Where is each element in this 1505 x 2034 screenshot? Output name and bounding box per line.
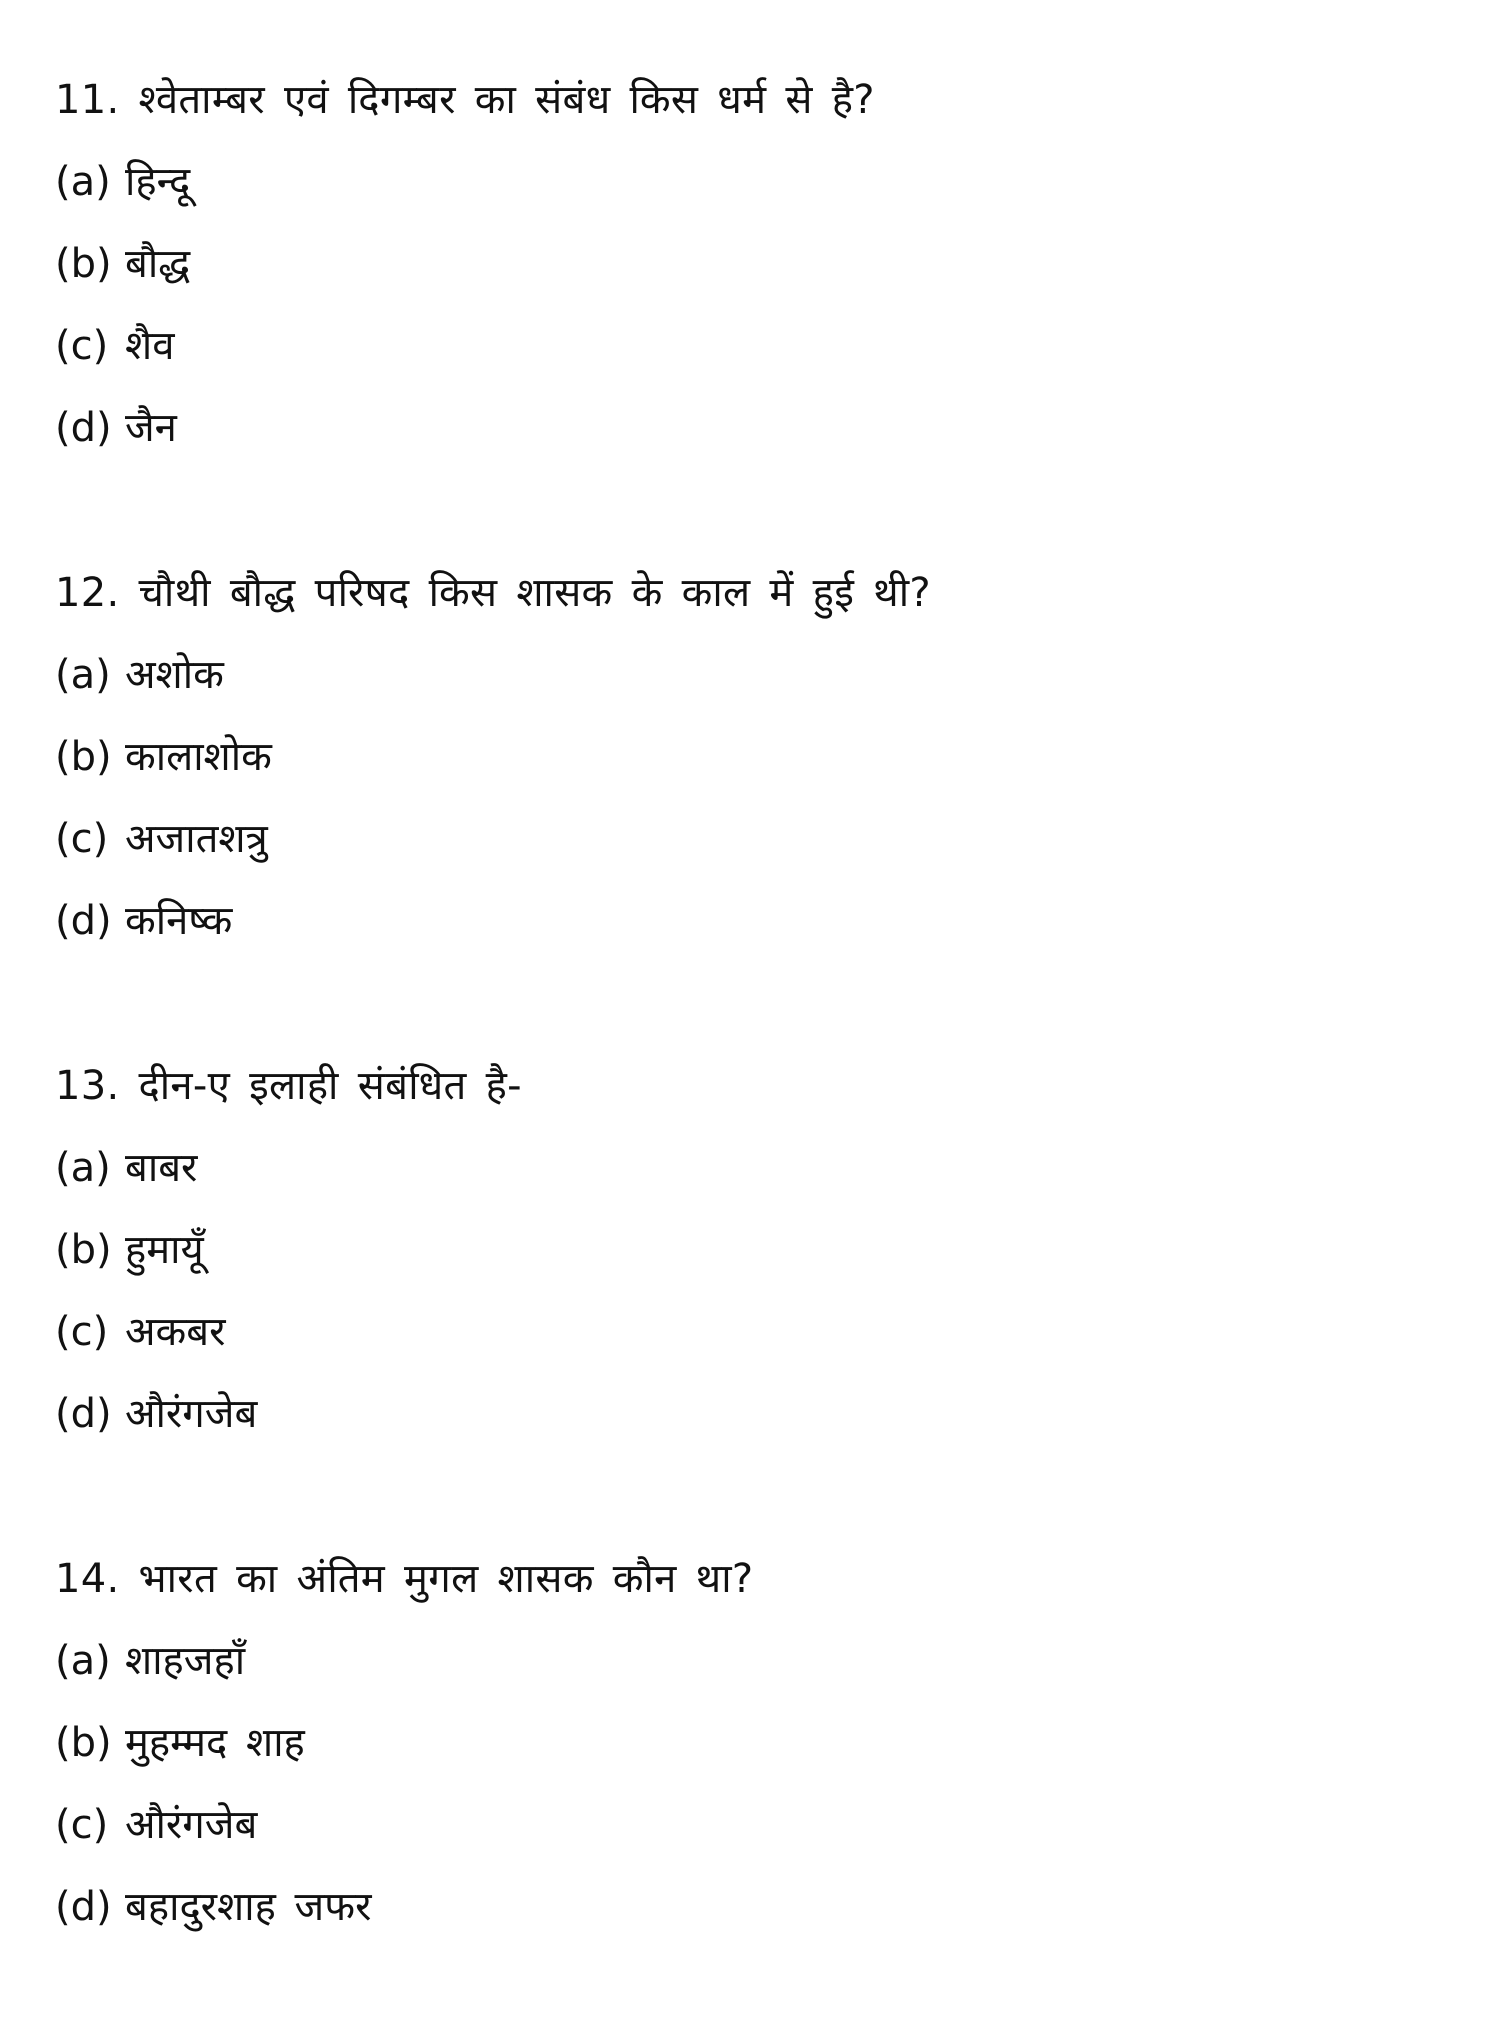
option-label: (d) [55,898,112,944]
option-label: (b) [55,1227,112,1273]
option-text: जैन [125,405,177,451]
option-a [55,647,1455,703]
question-text: 14. भारत का अंतिम मुगल शासक कौन था? [55,1556,754,1602]
option-label: (d) [55,1391,112,1437]
option-label: (a) [55,652,111,698]
option-b [55,1222,1455,1278]
option-text: औरंगजेब [125,1391,258,1437]
option-text: शाहजहाँ [125,1638,246,1684]
option-c [55,1797,1455,1853]
option-label: (c) [55,323,109,369]
option-label: (c) [55,1802,109,1848]
question-text: 13. दीन-ए इलाही संबंधित है- [55,1063,522,1109]
option-label: (a) [55,1145,111,1191]
option-text: शैव [125,323,175,369]
question-13 [55,1058,1455,1442]
option-text: हुमायूँ [125,1227,204,1273]
option-b [55,729,1455,785]
option-c [55,1304,1455,1360]
option-d [55,1879,1455,1935]
option-label: (b) [55,1720,112,1766]
option-text: अकबर [125,1309,226,1355]
option-text: अजातशत्रु [125,816,268,862]
option-a [55,1633,1455,1689]
option-label: (d) [55,1884,112,1930]
option-text: मुहम्मद शाह [125,1720,305,1766]
option-d [55,1386,1455,1442]
option-label: (b) [55,241,112,287]
question-11 [55,72,1455,456]
option-text: औरंगजेब [125,1802,258,1848]
option-label: (d) [55,405,112,451]
question-12 [55,565,1455,949]
option-c [55,318,1455,374]
question-text: 11. श्वेताम्बर एवं दिगम्बर का संबंध किस धर्म से है? [55,77,875,123]
option-text: बहादुरशाह जफर [125,1884,372,1930]
option-b [55,236,1455,292]
option-label: (c) [55,816,109,862]
option-label: (b) [55,734,112,780]
question-text: 12. चौथी बौद्ध परिषद किस शासक के काल में हुई थी? [55,570,931,616]
option-text: अशोक [125,652,224,698]
option-label: (a) [55,1638,111,1684]
option-text: बौद्ध [125,241,191,287]
question-14 [55,1551,1455,1935]
option-label: (a) [55,159,111,205]
option-text: बाबर [125,1145,198,1191]
option-label: (c) [55,1309,109,1355]
option-b [55,1715,1455,1771]
option-c [55,811,1455,867]
option-text: हिन्दू [125,159,191,205]
option-a [55,154,1455,210]
option-d [55,400,1455,456]
option-text: कालाशोक [125,734,272,780]
option-a [55,1140,1455,1196]
option-d [55,893,1455,949]
option-text: कनिष्क [125,898,233,944]
